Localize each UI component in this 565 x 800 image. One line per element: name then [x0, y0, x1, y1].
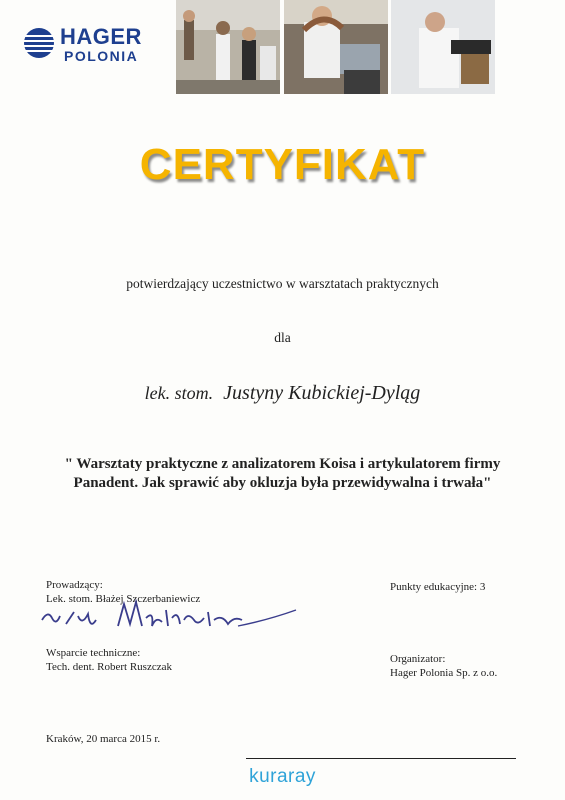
points: Punkty edukacyjne: 3 — [390, 581, 486, 593]
support-name: Tech. dent. Robert Ruszczak — [46, 661, 172, 673]
sponsor-logo: kuraray — [249, 766, 316, 787]
logo-name: HAGER — [60, 24, 142, 49]
globe-icon — [22, 26, 56, 60]
handwritten-signature — [38, 596, 298, 636]
lead-label: Prowadzący: — [46, 579, 103, 591]
recipient-prefix: lek. stom. — [144, 383, 214, 403]
workshop-line-1: " Warsztaty praktyczne z analizatorem Koisa i artykulatorem firmy — [64, 456, 501, 472]
workshop-line-2: Panadent. Jak sprawić aby okluzja była przewidywalna i trwała" — [73, 475, 492, 491]
lead-name: Lek. stom. Błażej Szczerbaniewicz — [46, 593, 201, 605]
organizer-block — [390, 652, 497, 680]
recipient-name: Justyny Kubickiej-Dyląg — [223, 382, 421, 404]
logo-sub: POLONIA — [64, 48, 139, 64]
organizer-label: Organizator: — [390, 653, 446, 665]
hager-polonia-logo — [22, 24, 162, 68]
place-date: Kraków, 20 marca 2015 r. — [46, 733, 161, 745]
bottom-divider — [246, 758, 516, 759]
recipient — [0, 382, 565, 405]
photo-seminar — [176, 0, 281, 94]
photo-lab — [391, 0, 496, 94]
certificate-title: CERTYFIKAT — [139, 140, 426, 189]
header-photos — [176, 0, 496, 94]
support-label: Wsparcie techniczne: — [46, 647, 141, 659]
organizer-name: Hager Polonia Sp. z o.o. — [390, 667, 498, 679]
photo-dentist — [284, 0, 389, 94]
certificate-subtitle: potwierdzający uczestnictwo w warsztatach praktycznych — [126, 276, 439, 291]
support-block — [46, 646, 172, 674]
workshop-title — [30, 455, 535, 493]
for-word: dla — [274, 330, 291, 345]
